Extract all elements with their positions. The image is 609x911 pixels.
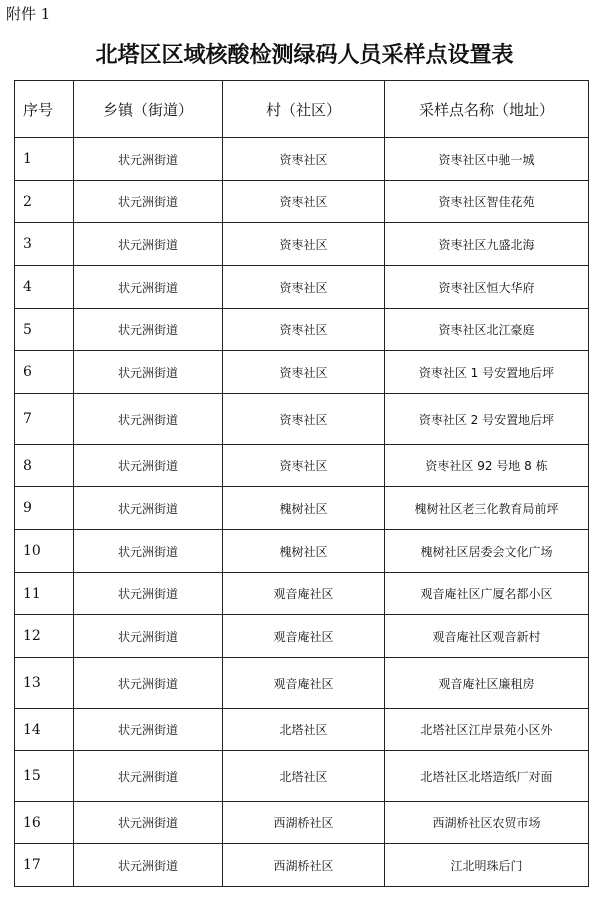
cell-village: 观音庵社区: [223, 658, 385, 709]
cell-village: 资枣社区: [223, 394, 385, 445]
cell-village: 西湖桥社区: [223, 844, 385, 887]
cell-site: 资枣社区 2 号安置地后坪: [385, 394, 589, 445]
header-village: 村（社区）: [223, 81, 385, 138]
cell-no: 5: [15, 309, 74, 351]
cell-village: 北塔社区: [223, 709, 385, 751]
page-title: 北塔区区域核酸检测绿码人员采样点设置表: [95, 42, 514, 68]
sampling-site-table: [14, 80, 589, 887]
cell-town: 状元洲街道: [74, 138, 223, 181]
cell-no: 4: [15, 266, 74, 309]
cell-no: 15: [15, 751, 74, 802]
cell-site: 资枣社区中驰一城: [385, 138, 589, 181]
cell-site: 资枣社区智佳花苑: [385, 181, 589, 223]
table-row: [15, 181, 589, 223]
cell-town: 状元洲街道: [74, 223, 223, 266]
cell-village: 槐树社区: [223, 487, 385, 530]
cell-no: 6: [15, 351, 74, 394]
cell-site: 江北明珠后门: [385, 844, 589, 887]
cell-no: 11: [15, 573, 74, 615]
cell-no: 1: [15, 138, 74, 181]
cell-town: 状元洲街道: [74, 266, 223, 309]
cell-town: 状元洲街道: [74, 445, 223, 487]
table-row: [15, 802, 589, 844]
cell-site: 观音庵社区广厦名都小区: [385, 573, 589, 615]
cell-site: 西湖桥社区农贸市场: [385, 802, 589, 844]
cell-village: 资枣社区: [223, 445, 385, 487]
table-row: [15, 615, 589, 658]
table-row: [15, 266, 589, 309]
cell-town: 状元洲街道: [74, 751, 223, 802]
cell-village: 资枣社区: [223, 138, 385, 181]
cell-village: 资枣社区: [223, 223, 385, 266]
table-row: [15, 351, 589, 394]
cell-no: 14: [15, 709, 74, 751]
cell-town: 状元洲街道: [74, 802, 223, 844]
cell-town: 状元洲街道: [74, 658, 223, 709]
table-row: [15, 487, 589, 530]
cell-town: 状元洲街道: [74, 615, 223, 658]
cell-no: 8: [15, 445, 74, 487]
table-row: [15, 445, 589, 487]
cell-town: 状元洲街道: [74, 181, 223, 223]
cell-site: 资枣社区 1 号安置地后坪: [385, 351, 589, 394]
cell-village: 北塔社区: [223, 751, 385, 802]
cell-site: 槐树社区居委会文化广场: [385, 530, 589, 573]
cell-no: 12: [15, 615, 74, 658]
cell-no: 3: [15, 223, 74, 266]
cell-no: 16: [15, 802, 74, 844]
cell-no: 17: [15, 844, 74, 887]
table-row: [15, 573, 589, 615]
cell-site: 槐树社区老三化教育局前坪: [385, 487, 589, 530]
cell-town: 状元洲街道: [74, 394, 223, 445]
cell-town: 状元洲街道: [74, 573, 223, 615]
header-no: 序号: [15, 81, 74, 138]
cell-village: 槐树社区: [223, 530, 385, 573]
cell-site: 资枣社区 92 号地 8 栋: [385, 445, 589, 487]
table-row: [15, 394, 589, 445]
table-row: [15, 751, 589, 802]
table-row: [15, 309, 589, 351]
cell-town: 状元洲街道: [74, 844, 223, 887]
cell-town: 状元洲街道: [74, 309, 223, 351]
cell-no: 2: [15, 181, 74, 223]
cell-site: 北塔社区江岸景苑小区外: [385, 709, 589, 751]
cell-village: 资枣社区: [223, 351, 385, 394]
cell-site: 资枣社区九盛北海: [385, 223, 589, 266]
header-site: 采样点名称（地址）: [385, 81, 589, 138]
cell-no: 13: [15, 658, 74, 709]
table-header-row: [15, 81, 589, 138]
annex-label: 附件 1: [6, 5, 51, 23]
cell-town: 状元洲街道: [74, 351, 223, 394]
table-row: [15, 844, 589, 887]
cell-no: 7: [15, 394, 74, 445]
table-body: [15, 138, 589, 887]
cell-town: 状元洲街道: [74, 709, 223, 751]
cell-site: 北塔社区北塔造纸厂对面: [385, 751, 589, 802]
cell-village: 观音庵社区: [223, 573, 385, 615]
cell-site: 观音庵社区观音新村: [385, 615, 589, 658]
header-town: 乡镇（街道）: [74, 81, 223, 138]
cell-town: 状元洲街道: [74, 530, 223, 573]
cell-site: 资枣社区恒大华府: [385, 266, 589, 309]
cell-village: 西湖桥社区: [223, 802, 385, 844]
table-row: [15, 223, 589, 266]
table-row: [15, 530, 589, 573]
cell-village: 资枣社区: [223, 266, 385, 309]
table-row: [15, 658, 589, 709]
cell-no: 9: [15, 487, 74, 530]
cell-village: 资枣社区: [223, 181, 385, 223]
table-row: [15, 709, 589, 751]
cell-no: 10: [15, 530, 74, 573]
cell-town: 状元洲街道: [74, 487, 223, 530]
table-row: [15, 138, 589, 181]
cell-village: 观音庵社区: [223, 615, 385, 658]
cell-village: 资枣社区: [223, 309, 385, 351]
cell-site: 观音庵社区廉租房: [385, 658, 589, 709]
cell-site: 资枣社区北江豪庭: [385, 309, 589, 351]
